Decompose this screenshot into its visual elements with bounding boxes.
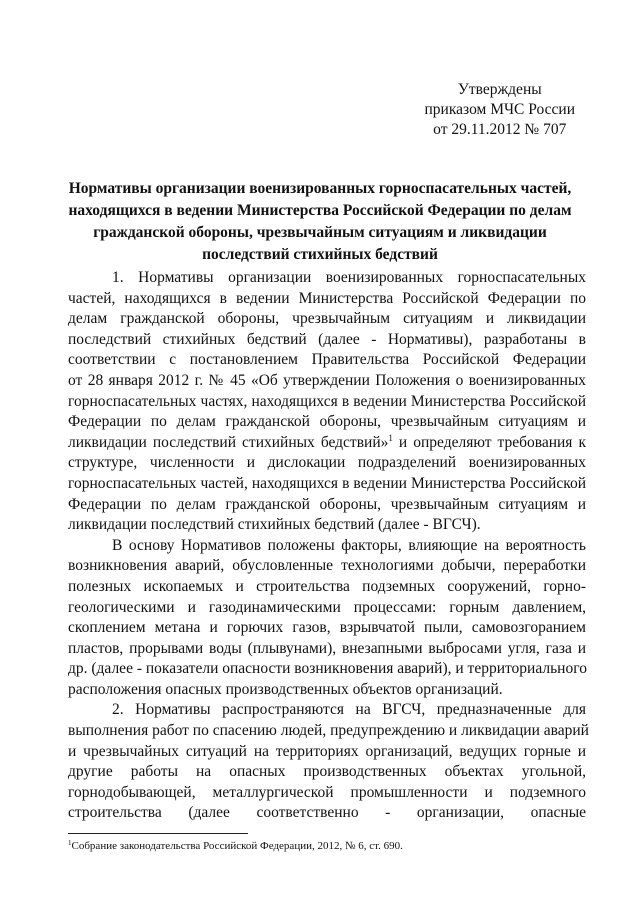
- document-body: [68, 268, 589, 824]
- text-line: 1. Нормативы организации военизированных горноспасательных: [112, 269, 586, 286]
- approval-line-2: приказом МЧС России: [424, 101, 575, 118]
- title-line: гражданской обороны, чрезвычайным ситуациям и ликвидации: [93, 224, 547, 241]
- text-line: частей, находящихся в ведении Министерства Российской Федерации по: [68, 289, 586, 307]
- approval-stamp: [425, 80, 575, 140]
- footnote: [68, 839, 403, 853]
- title-line: Нормативы организации военизированных горноспасательных частей,: [68, 180, 572, 197]
- text-line: горноспасательных частях, находящихся в ведении Министерства Российской: [68, 392, 586, 410]
- footnote-marker: 1: [68, 839, 72, 847]
- footnote-text: Собрание законодательства Российской Федерации, 2012, № 6, ст. 690.: [71, 840, 403, 852]
- text-line: горноспасательных частей, находящихся в ведении Министерства Российской: [68, 474, 586, 492]
- text-line: горнодобывающей, металлургической промышленности и подземного: [68, 783, 586, 801]
- text-line: В основу Нормативов положены факторы, влияющие на вероятность: [112, 536, 586, 554]
- text-line: 2. Нормативы распространяются на ВГСЧ, предназначенные для: [112, 701, 586, 719]
- text-line: полезных ископаемых и строительства подземных сооружений, горно-: [68, 577, 586, 595]
- paragraph-1: [68, 268, 586, 536]
- text-line: соответствии с постановлением Правительства Российской Федерации: [68, 351, 586, 369]
- text-line: др. (далее - показатели опасности возникновения аварий), и территориального: [68, 660, 587, 678]
- text-line: другие работы на опасных производственных объектах угольной,: [68, 763, 586, 781]
- text-line: и чрезвычайных ситуаций на территориях организаций, ведущих горные и: [68, 742, 586, 760]
- text-line: Федерации по делам гражданской обороны, чрезвычайным ситуациям и: [68, 495, 586, 513]
- paragraph-3: [68, 700, 589, 824]
- text-line-with-footnote: [68, 433, 586, 454]
- text-line: от 28 января 2012 г. № 45 «Об утверждении Положения о военизированных: [68, 371, 586, 389]
- text-line: возникновения аварий, обусловленные технологиями добычи, переработки: [68, 557, 586, 575]
- text-fragment: ликвидации последствий стихийных бедствий»: [68, 433, 389, 451]
- text-fragment: и определяют требования к: [392, 433, 586, 451]
- footnote-divider: [68, 833, 248, 834]
- text-line: последствий стихийных бедствий (далее - Нормативы), разработаны в: [68, 330, 586, 348]
- footnote-reference[interactable]: 1: [388, 432, 393, 443]
- title-line: находящихся в ведении Министерства Российской Федерации по делам: [68, 202, 572, 219]
- text-line: скоплением метана и горючих газов, взрывчатой пыли, самовозгоранием: [68, 619, 586, 637]
- text-line: выполнения работ по спасению людей, предупреждению и ликвидации аварий: [68, 722, 589, 740]
- paragraph-2: [68, 536, 586, 701]
- text-line: Федерации по делам гражданской обороны, чрезвычайным ситуациям и: [68, 413, 586, 431]
- text-line: делам гражданской обороны, чрезвычайным ситуациям и ликвидации: [68, 310, 586, 328]
- text-line: пластов, прорывами воды (плывунами), внезапными выбросами угля, газа и: [68, 639, 586, 657]
- text-line: расположения опасных производственных объектов организаций.: [68, 680, 503, 698]
- text-line: геологическими и газодинамическими процессами: горным давлением,: [68, 598, 586, 616]
- text-line: строительства (далее соответственно - организации, опасные: [68, 804, 586, 822]
- approval-line-1: Утверждены: [457, 81, 542, 98]
- text-line: структуре, численности и дислокации подразделений военизированных: [68, 454, 586, 472]
- approval-line-3: от 29.11.2012 № 707: [433, 121, 567, 138]
- text-line: ликвидации последствий стихийных бедствий (далее - ВГСЧ).: [68, 516, 481, 534]
- document-title: [60, 178, 580, 266]
- title-line: последствий стихийных бедствий: [202, 246, 438, 263]
